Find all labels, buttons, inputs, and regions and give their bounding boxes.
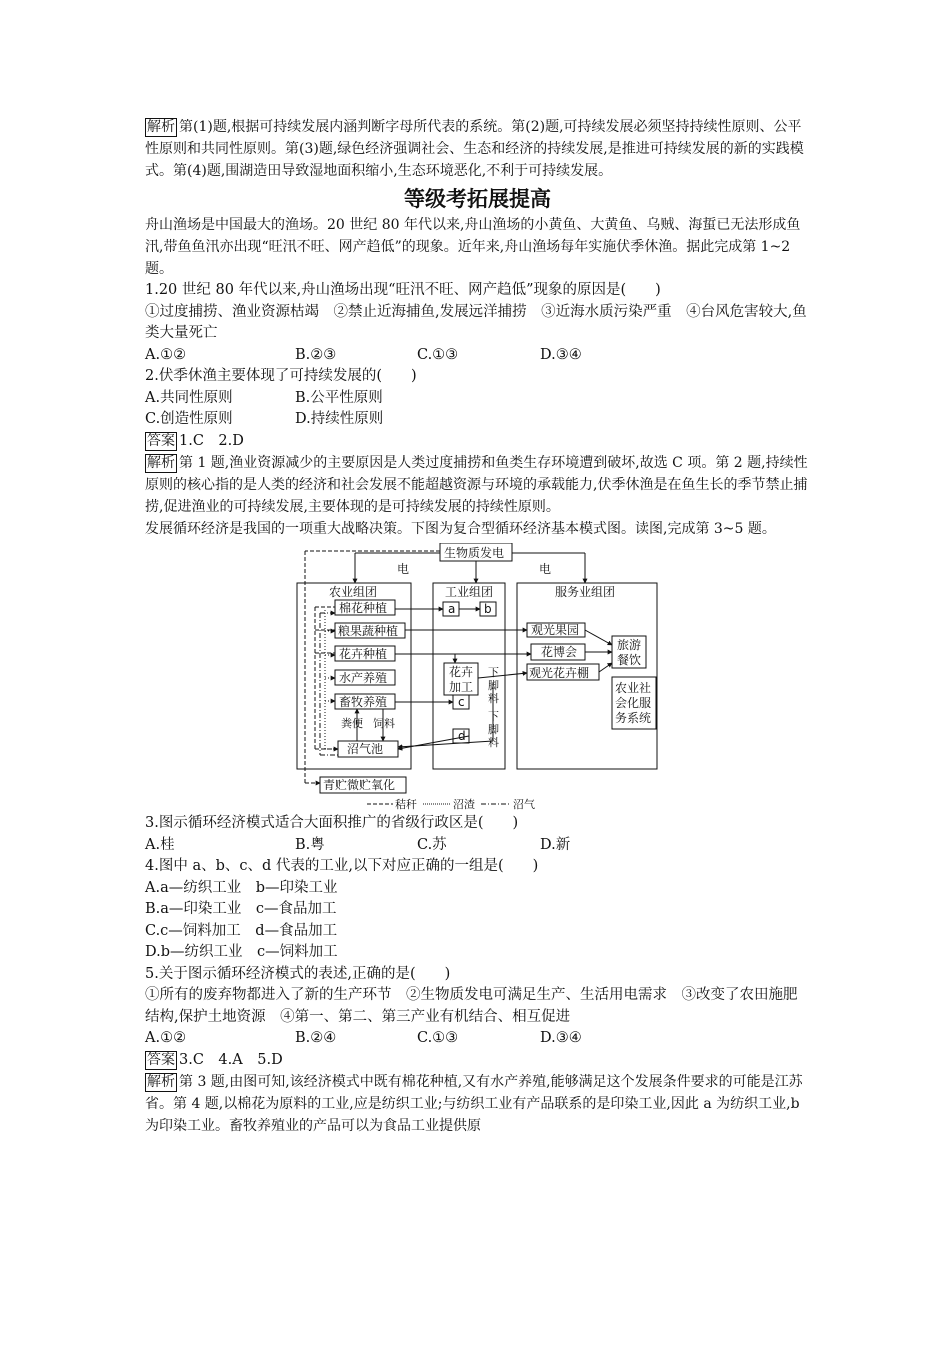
option-a: A.桂: [145, 836, 175, 853]
flower-processing-line-1: 花卉: [449, 665, 474, 679]
service-flower-expo: 花博会: [541, 645, 578, 659]
scraps-upper-2: 脚: [488, 679, 499, 692]
question-1-stem: 1.20 世纪 80 年代以来,舟山渔场出现“旺汛不旺、网产趋低”现象的原因是( ): [145, 282, 661, 298]
option-a: A.共同性原则: [145, 389, 233, 406]
answer-text: 1.C 2.D: [179, 432, 244, 449]
question-2-options-row-1: [145, 388, 810, 410]
analysis-2: [145, 1071, 810, 1137]
question-3-options: [145, 835, 810, 857]
tourism-line-2: 餐饮: [617, 653, 642, 667]
option-c: C.①③: [417, 346, 459, 363]
tourism-line-1: 旅游: [617, 638, 642, 652]
option-d: D.③④: [540, 346, 582, 363]
option-a: A.①②: [145, 346, 187, 363]
agri-group-label: 农业组团: [329, 585, 378, 599]
flower-processing-line-2: 加工: [449, 680, 474, 694]
analysis-text: 第 3 题,由图可知,该经济模式中既有棉花种植,又有水产养殖,能够满足这个发展条件要求的可能是江苏省。第 4 题,以棉花为原料的工业,应是纺织工业;与纺织工业有产品联系的是印染工业,因此 a 为纺织工业,b 为印染工业。畜牧养殖业的产品可以为食品工业提供原: [145, 1074, 803, 1134]
biogas-pit-label: 沼气池: [347, 742, 384, 756]
power-station-label: 生物质发电: [444, 546, 505, 560]
question-5-statements: ①所有的废弃物都进入了新的生产环节 ②生物质发电可满足生产、生活用电需求 ③改变了农田施肥结构,保护土地资源 ④第一、第二、第三产业有机结合、相互促进: [145, 987, 798, 1025]
question-1-options: [145, 345, 810, 367]
scraps-lower-2: 脚: [488, 723, 499, 736]
question-4-option-a: A.a—纺织工业 b—印染工业: [145, 879, 338, 896]
industry-a: a: [448, 602, 456, 616]
document-page: [145, 116, 810, 1137]
scraps-lower-3: 料: [488, 736, 499, 749]
agri-service-line-2: 会化服: [615, 696, 652, 710]
question-4-option-c: C.c—饲料加工 d—食品加工: [145, 922, 338, 939]
answer-text: 3.C 4.A 5.D: [179, 1051, 283, 1068]
option-d: D.持续性原则: [295, 411, 384, 427]
answer-2: [145, 1050, 810, 1072]
intro-circular-economy: 发展循环经济是我国的一项重大战略决策。下图为复合型循环经济基本模式图。读图,完成第 3~5 题。: [145, 521, 776, 537]
option-c: C.苏: [417, 836, 447, 853]
scraps-upper-1: 下: [488, 666, 499, 679]
service-group-label: 服务业组团: [555, 585, 616, 599]
question-3-stem: 3.图示循环经济模式适合大面积推广的省级行政区是( ): [145, 815, 519, 831]
electricity-label-left: 电: [397, 562, 410, 576]
service-flower-shed: 观光花卉棚: [529, 666, 590, 680]
feed-label: 饲料: [373, 717, 395, 730]
question-2-options-row-2: [145, 409, 810, 431]
option-d: D.③④: [540, 1030, 582, 1046]
question-5-options: [145, 1028, 810, 1050]
agri-item-aquaculture: 水产养殖: [339, 671, 388, 685]
question-4-stem: 4.图中 a、b、c、d 代表的工业,以下对应正确的一组是( ): [145, 858, 539, 874]
agri-item-flower: 花卉种植: [339, 647, 388, 661]
analysis-tag: 解析: [147, 1074, 175, 1090]
answer-tag: 答案: [147, 1051, 175, 1068]
agri-item-grain: 粮果蔬种植: [338, 624, 399, 638]
option-b: B.②④: [295, 1030, 337, 1046]
section-title: 等级考拓展提高: [404, 187, 551, 211]
agri-service-line-3: 务系统: [615, 711, 652, 725]
option-c: C.①③: [417, 1030, 459, 1046]
option-a: A.①②: [145, 1030, 187, 1046]
answer-tag: 答案: [147, 432, 175, 449]
question-4-option-b: B.a—印染工业 c—食品加工: [145, 901, 337, 917]
scraps-upper-3: 料: [488, 692, 499, 705]
circular-economy-diagram: [295, 543, 660, 811]
agri-item-cotton: 棉花种植: [339, 601, 388, 615]
legend-gas: 沼气: [513, 798, 535, 811]
service-orchard: 观光果园: [531, 623, 580, 637]
option-b: B.粤: [295, 836, 325, 853]
question-1-statements: ①过度捕捞、渔业资源枯竭 ②禁止近海捕鱼,发展远洋捕捞 ③近海水质污染严重 ④台风危害较大,鱼类大量死亡: [145, 303, 807, 341]
question-4-option-d: D.b—纺织工业 c—饲料加工: [145, 944, 338, 960]
industry-d: d: [458, 729, 466, 743]
silage-label: 青贮微贮氧化: [323, 778, 396, 792]
analysis-tag: 解析: [147, 119, 175, 135]
question-2-stem: 2.伏季休渔主要体现了可持续发展的( ): [145, 368, 417, 384]
option-c: C.创造性原则: [145, 411, 233, 427]
manure-label: 粪便: [341, 717, 363, 730]
agri-service-line-1: 农业社: [615, 681, 652, 695]
legend-residue: 沼渣: [453, 798, 475, 811]
analysis-tag: 解析: [147, 455, 175, 471]
question-5-stem: 5.关于图示循环经济模式的表述,正确的是( ): [145, 965, 451, 982]
option-b: B.公平性原则: [295, 389, 383, 406]
analysis-1: [145, 452, 810, 518]
scraps-lower-1: 下: [488, 710, 499, 723]
option-d: D.新: [540, 836, 571, 853]
analysis-text: 第(1)题,根据可持续发展内涵判断字母所代表的系统。第(2)题,可持续发展必须坚持持续性原则、公平性原则和共同性原则。第(3)题,绿色经济强调社会、生态和经济的持续发展,是推进可持续发展的新的实践模式。第(4)题,围湖造田导致湿地面积缩小,生态环境恶化,不利于可持续发展。: [145, 119, 804, 179]
analysis-paragraph: [145, 116, 810, 182]
intro-fishery: 舟山渔场是中国最大的渔场。20 世纪 80 年代以来,舟山渔场的小黄鱼、大黄鱼、乌贼、海蜇已无法形成鱼汛,带鱼鱼汛亦出现“旺汛不旺、网产趋低”的现象。近年来,舟山渔场每年实施伏季休渔。据此完成第 1~2 题。: [145, 217, 801, 277]
industry-c: c: [458, 695, 465, 709]
analysis-text: 第 1 题,渔业资源减少的主要原因是人类过度捕捞和鱼类生存环境遭到破坏,故选 C 项。第 2 题,持续性原则的核心指的是人类的经济和社会发展不能超越资源与环境的承载能力,伏季休渔是在鱼生长的季节禁止捕捞,促进渔业的可持续发展,主要体现的是可持续发展的持续性原则。: [145, 455, 808, 515]
agri-item-livestock: 畜牧养殖: [339, 695, 388, 709]
electricity-label-right: 电: [539, 562, 552, 576]
legend-straw: 秸秆: [395, 798, 417, 811]
option-b: B.②③: [295, 346, 337, 363]
industry-b: b: [484, 602, 492, 616]
answer-1: [145, 431, 810, 453]
industry-group-label: 工业组团: [445, 585, 494, 599]
